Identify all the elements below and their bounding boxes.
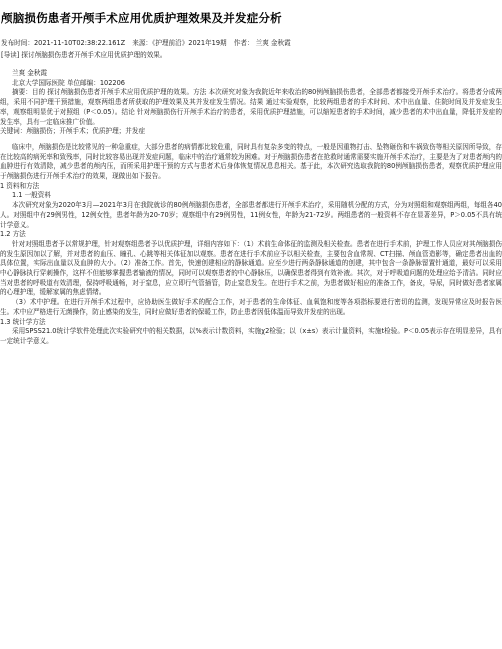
keywords-line: 关键词：颅脑损伤；开颅手术；优质护理；并发症: [0, 127, 146, 136]
subsection-heading: 1.2 方法: [0, 230, 26, 239]
author-line: 兰爽 金秋霞: [12, 69, 48, 77]
publish-date: 发布时间：2021-11-10T02:38:22.161Z: [1, 39, 126, 47]
methods-paragraph: 针对对照组患者予以常规护理，针对观察组患者予以优质护理，详细内容如下：（1）术前生命体征的监测及相关检查。患者在进行手术前，护理工作人员应对其颅脑损伤的发生原因加以了解，并对患者的血压、瞳孔、心跳等相关体征加以观察。患者在进行手术前应予以相关检查，主要包含血常规、CT扫描、颅血管造影等，确定患者出血的具体位置，实际出血量以及血肿的大小。（2）准备工作。首先，快速创建相应的静脉通道。应至少进行两条静脉通道的创建，其中包含一条静脉留置针通道，最好可以采用中心静脉执行穿刺操作，这样不但能够掌握患者输液的情况，同时可以观察患者的中心静脉压，以确保患者得到有效补液。其次，对于呼吸道问题的处理应给予清洁。同时应当对患者的呼吸道有效清理，保持呼吸通畅，对于窒息，应立即行气管插管，防止窒息发生。在进行手术之前，为患者做好相应的准备工作，备皮，导尿，同时做好患者家属的心理护理，缓解家属的焦虑情绪。: [0, 239, 502, 297]
intro-paragraph: 临床中，颅脑损伤是比较常见的一种急重症，大部分患者的病情都比较危重，同时具有复杂多变的特点，一般是因重物打击、坠物砸伤和车祸致伤等相关原因所导致，存在比较高的病死率和致残率，同时比较容易出现并发症问题，临床中的治疗通常较为困难。对于颅脑损伤患者在抢救时通常需要实施开颅手术治疗，主要是为了对患者颅内的血肿进行有效清除，减少患者的颅内压，而所采用护理干预的方式与患者术后身体恢复情况息息相关。基于此，本次研究选取我院的80例颅脑损伤患者，观察优质护理应用于颅脑损伤进行开颅手术治疗的效果，现做出如下报告。: [0, 142, 502, 181]
article-title: 颅脑损伤患者开颅手术应用优质护理效果及并发症分析: [1, 11, 282, 25]
subsection-heading: 1.1 一般资料: [12, 191, 51, 200]
affiliation-line: 北京大学国际医院 单位邮编：102206: [12, 78, 125, 87]
methods-paragraph-continued: （3）术中护理。在进行开颅手术过程中，应协助医生做好手术的配合工作，对于患者的生命体征、血氧饱和度等各项指标要进行密切的监测，发现异常应及时报告医生。术中应严格进行无菌操作，防止感染的发生，同时应做好患者的保暖工作，防止患者因低体温而导致并发症的出现。: [0, 298, 502, 316]
article-author: 作者： 兰爽 金秋霞: [233, 39, 291, 47]
article-source: 来源：《护理前沿》2021年19期: [132, 39, 227, 47]
article-body: [0, 69, 502, 347]
section-heading: 1 资料和方法: [0, 181, 40, 190]
general-data-paragraph: 本次研究对象为2020年3月—2021年3月在我院就诊的80例颅脑损伤患者，全部患者都进行开颅手术治疗，采用随机分配的方式，分为对照组和观察组两组，每组各40人。对照组中有29例男性，12例女性，患者年龄为20-70岁；观察组中有29例男性，11例女性，年龄为21-72岁。两组患者的一般资料不存在显著差异，P＞0.05不具有统计学意义。: [0, 201, 502, 229]
abstract-paragraph: 摘要：目的 探讨颅脑损伤患者开颅手术应用优质护理的效果。方法 本次研究对象为我院近年来收治的80例颅脑损伤患者，全部患者都接受开颅手术治疗。将患者分成两组，采用不同护理干预措施，观察两组患者所获取的护理效果及其并发症发生情况。结果 通过实验观察，比较两组患者的手术时间、术中出血量、住院时间及并发症发生率，观察组明显优于对照组（P＜0.05）。结论 针对颅脑损伤行开颅手术治疗的患者，采用优质护理措施，可以缩短患者的手术时间，减少患者的术中出血量，降低并发症的发生率，具有一定临床推广价值。: [0, 88, 502, 126]
statistics-paragraph: 采用SPSS21.0统计学软件处理此次实验研究中的相关数据，以%表示计数资料，实施χ2检验；以（x±s）表示计量资料，实施t检验。P＜0.05表示存在明显差异，具有一定统计学意义。: [0, 327, 502, 345]
article-meta: [1, 37, 502, 47]
article-guide: [导读] 探讨颅脑损伤患者开颅手术应用优质护理的效果。: [1, 51, 167, 59]
subsection-heading: 1.3 统计学方法: [0, 317, 46, 326]
